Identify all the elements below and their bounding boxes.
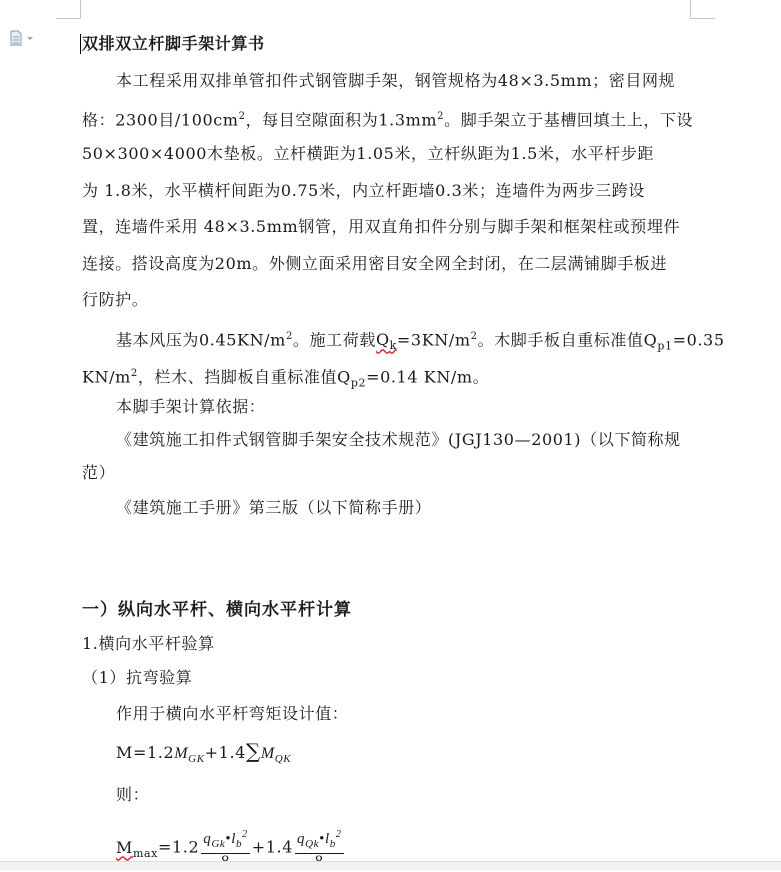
- load-symbol-qk: $Q_k$: [375, 330, 397, 353]
- subsubsection-heading[interactable]: （1）抗弯验算: [82, 668, 193, 687]
- intro-line-7[interactable]: 行防护。: [82, 290, 149, 309]
- moment-description[interactable]: 作用于横向水平杆弯矩设计值：: [116, 704, 349, 723]
- moment-formula[interactable]: $M=1.2M_{GK}+1.4\sum M_{QK}$: [116, 739, 292, 766]
- loads-line-1[interactable]: 基本风压为$0.45KN/m^2$。施工荷载$Q_k=3KN/m^2$。木脚手板自重标准值$Q_{p1}=0.35$: [116, 330, 725, 353]
- basis-reference-1-cont[interactable]: 范）: [82, 463, 116, 482]
- intro-line-2[interactable]: 格：2300目$/100cm^2$，每目空隙面积为$1.3mm^2$。脚手架立于基槽回填土上，下设: [82, 110, 694, 130]
- intro-line-1[interactable]: 本工程采用双排单管扣件式钢管脚手架，钢管规格为48×3.5mm；密目网规: [116, 71, 676, 90]
- page-corner-mark-left: [56, 0, 81, 19]
- fraction-dead-load: $q_{Gk}•l_b^2$: [201, 826, 250, 870]
- fraction-live-load: $q_{Qk}•l_b^2$: [295, 826, 344, 870]
- basis-reference-2[interactable]: 《建筑施工手册》第三版（以下简称手册）: [116, 498, 432, 517]
- document-title[interactable]: 双排双立杆脚手架计算书: [82, 34, 265, 53]
- section-heading[interactable]: 一）纵向水平杆、横向水平杆计算: [82, 600, 352, 620]
- basis-reference-1[interactable]: 《建筑施工扣件式钢管脚手架安全技术规范》(JGJ130—2001)（以下简称规: [116, 430, 681, 449]
- intro-line-6[interactable]: 连接。搭设高度为20m。外侧立面采用密目安全网全封闭，在二层满铺脚手板进: [82, 254, 668, 273]
- page-corner-mark-right: [690, 0, 715, 19]
- basis-heading[interactable]: 本脚手架计算依据：: [116, 397, 266, 416]
- text-cursor: [80, 34, 81, 54]
- subsection-heading[interactable]: 1.横向水平杆验算: [82, 634, 215, 653]
- max-moment-formula[interactable]: $M_{max}=1.2$ $q_{Gk}•l_b^2$ +1.4 $q_{Qk}•l_b^2$: [116, 826, 346, 872]
- intro-line-5[interactable]: 置，连墙件采用 48×3.5mm钢管，用双直角扣件分别与脚手架和框架柱或预埋件: [82, 217, 681, 236]
- intro-line-3[interactable]: 50×300×4000木垫板。立杆横距为1.05米，立杆纵距为1.5米，水平杆步距: [82, 144, 655, 163]
- document-menu-icon[interactable]: [10, 30, 36, 46]
- loads-line-2[interactable]: $KN/m^2$，栏木、挡脚板自重标准值$Q_{p2}=0.14$ KN/m。: [82, 367, 490, 390]
- intro-line-4[interactable]: 为 1.8米，水平横杆间距为0.75米，内立杆距墙0.3米；连墙件为两步三跨设: [82, 181, 646, 200]
- then-label[interactable]: 则：: [116, 785, 150, 804]
